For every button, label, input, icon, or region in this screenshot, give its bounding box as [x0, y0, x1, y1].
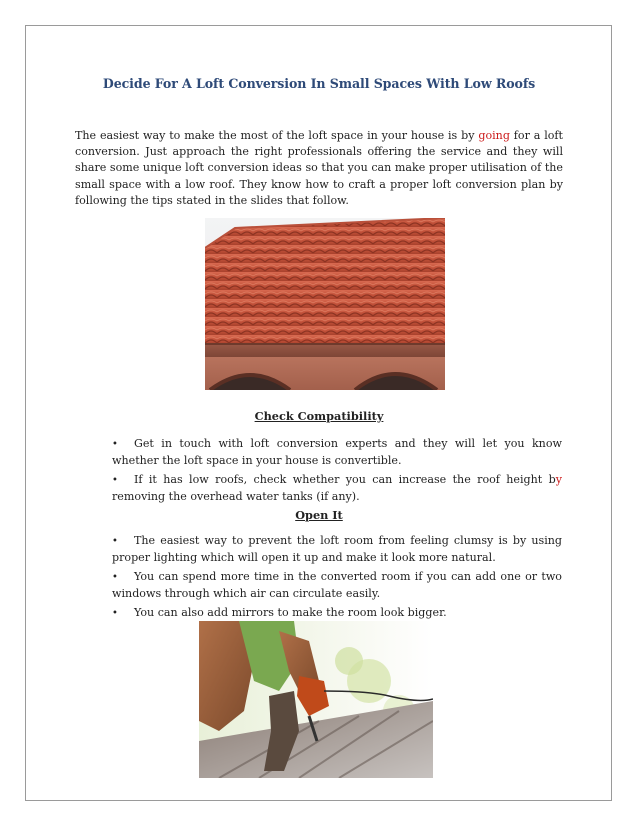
roofer-working-image — [199, 621, 433, 778]
bullet-red-letter: y — [555, 473, 562, 486]
roof-tiles-image — [205, 218, 445, 390]
section-heading-open-it: Open It — [295, 508, 343, 522]
list-item — [112, 472, 562, 505]
bullet-icon: • — [112, 475, 118, 486]
list-item — [112, 605, 562, 622]
going-link[interactable]: going — [478, 129, 510, 142]
bullet-text: You can also add mirrors to make the room look bigger. — [134, 606, 447, 619]
bullet-text: You can spend more time in the converted room if you can add one or two windows through which air can circulate easily. — [112, 570, 562, 600]
list-item — [112, 533, 562, 566]
bullet-text: Get in touch with loft conversion experts and they will let you know whether the loft space in your house is convertible. — [112, 437, 562, 467]
bullet-icon: • — [112, 608, 118, 619]
intro-paragraph — [75, 128, 563, 209]
intro-text-end: for a loft conversion. Just approach the right professionals offering the service and they will share some unique loft conversion ideas so that you can make proper utilisation of the small space with a low roof. They know how to craft a proper loft conversion plan by following the tips stated in the slides that follow. — [75, 129, 563, 207]
bullet-text: The easiest way to prevent the loft room from feeling clumsy is by using proper lighting which will open it up and make it look more natural. — [112, 534, 562, 564]
bullet-icon: • — [112, 572, 118, 583]
bullet-list-check-compatibility — [112, 436, 562, 508]
list-item — [112, 569, 562, 602]
bullet-icon: • — [112, 439, 118, 450]
document-title: Decide For A Loft Conversion In Small Spaces With Low Roofs — [102, 76, 536, 91]
intro-text-start: The easiest way to make the most of the loft space in your house is by — [75, 129, 479, 142]
list-item — [112, 436, 562, 469]
bullet-icon: • — [112, 536, 118, 547]
bullet-text-end: removing the overhead water tanks (if any). — [112, 490, 360, 503]
bullet-text-start: If it has low roofs, check whether you can increase the roof height b — [134, 473, 556, 486]
section-heading-check-compatibility: Check Compatibility — [254, 409, 384, 423]
bullet-list-open-it — [112, 533, 562, 625]
